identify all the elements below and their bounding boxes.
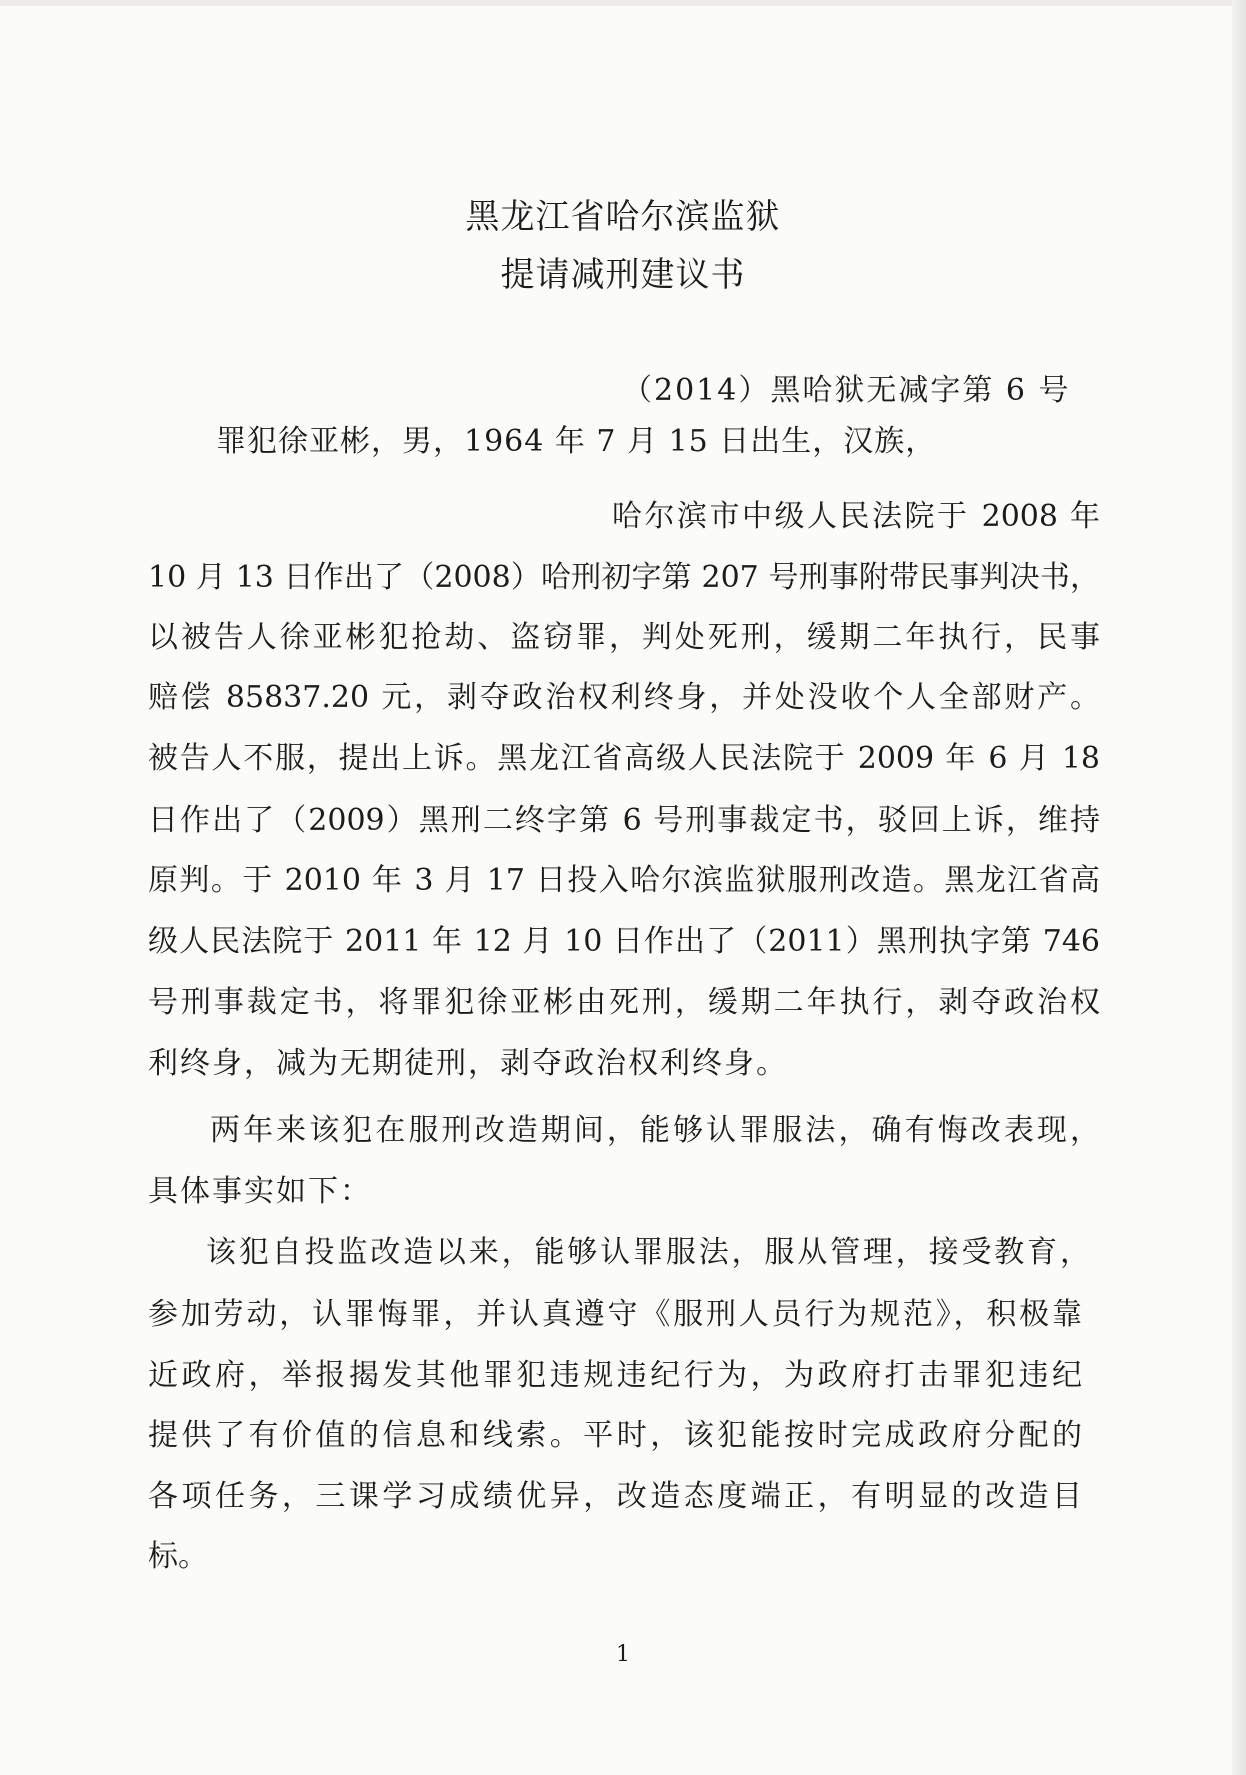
body-line-4: 以被告人徐亚彬犯抢劫、盗窃罪，判处死刑，缓期二年执行，民事 [148, 620, 1100, 655]
body-line-19: 标。 [148, 1539, 208, 1574]
document-title-institution: 黑龙江省哈尔滨监狱 [465, 197, 781, 237]
body-line-1: 罪犯徐亚彬，男，1964 年 7 月 15 日出生，汉族， [216, 424, 937, 459]
body-line-5: 赔偿 85837.20 元，剥夺政治权利终身，并处没收个人全部财产。 [148, 680, 1100, 715]
title-block [0, 188, 1246, 304]
body-line-14: 该犯自投监改造以来，能够认罪服法，服从管理，接受教育， [206, 1235, 1090, 1270]
body-line-9: 级人民法院于 2011 年 12 月 10 日作出了（2011）黑刑执字第 746 [148, 924, 1100, 959]
body-line-10: 号刑事裁定书，将罪犯徐亚彬由死刑，缓期二年执行，剥夺政治权 [148, 985, 1100, 1020]
body-line-6: 被告人不服，提出上诉。黑龙江省高级人民法院于 2009 年 6 月 18 [148, 741, 1100, 776]
document-number: （2014）黑哈狱无减字第 6 号 [622, 373, 1071, 408]
body-line-11: 利终身，减为无期徒刑，剥夺政治权利终身。 [148, 1046, 788, 1081]
document-title-type: 提请减刑建议书 [500, 255, 746, 295]
body-line-12: 两年来该犯在服刑改造期间，能够认罪服法，确有悔改表现， [210, 1113, 1100, 1148]
body-line-16: 近政府，举报揭发其他罪犯违规违纪行为，为政府打击罪犯违纪 [148, 1358, 1082, 1393]
body-line-7: 日作出了（2009）黑刑二终字第 6 号刑事裁定书，驳回上诉，维持 [148, 803, 1100, 838]
body-line-17: 提供了有价值的信息和线索。平时，该犯能按时完成政府分配的 [148, 1418, 1082, 1453]
body-line-13: 具体事实如下： [148, 1174, 372, 1209]
page-number: 1 [616, 1642, 630, 1667]
scan-top-band [0, 0, 1246, 6]
body-line-2: 哈尔滨市中级人民法院于 2008 年 [612, 499, 1100, 534]
body-line-3: 10 月 13 日作出了（2008）哈刑初字第 207 号刑事附带民事判决书， [148, 560, 1100, 595]
body-line-15: 参加劳动，认罪悔罪，并认真遵守《服刑人员行为规范》，积极靠 [148, 1297, 1082, 1332]
body-line-8: 原判。于 2010 年 3 月 17 日投入哈尔滨监狱服刑改造。黑龙江省高 [148, 863, 1100, 898]
body-line-18: 各项任务，三课学习成绩优异，改造态度端正，有明显的改造目 [148, 1479, 1082, 1514]
